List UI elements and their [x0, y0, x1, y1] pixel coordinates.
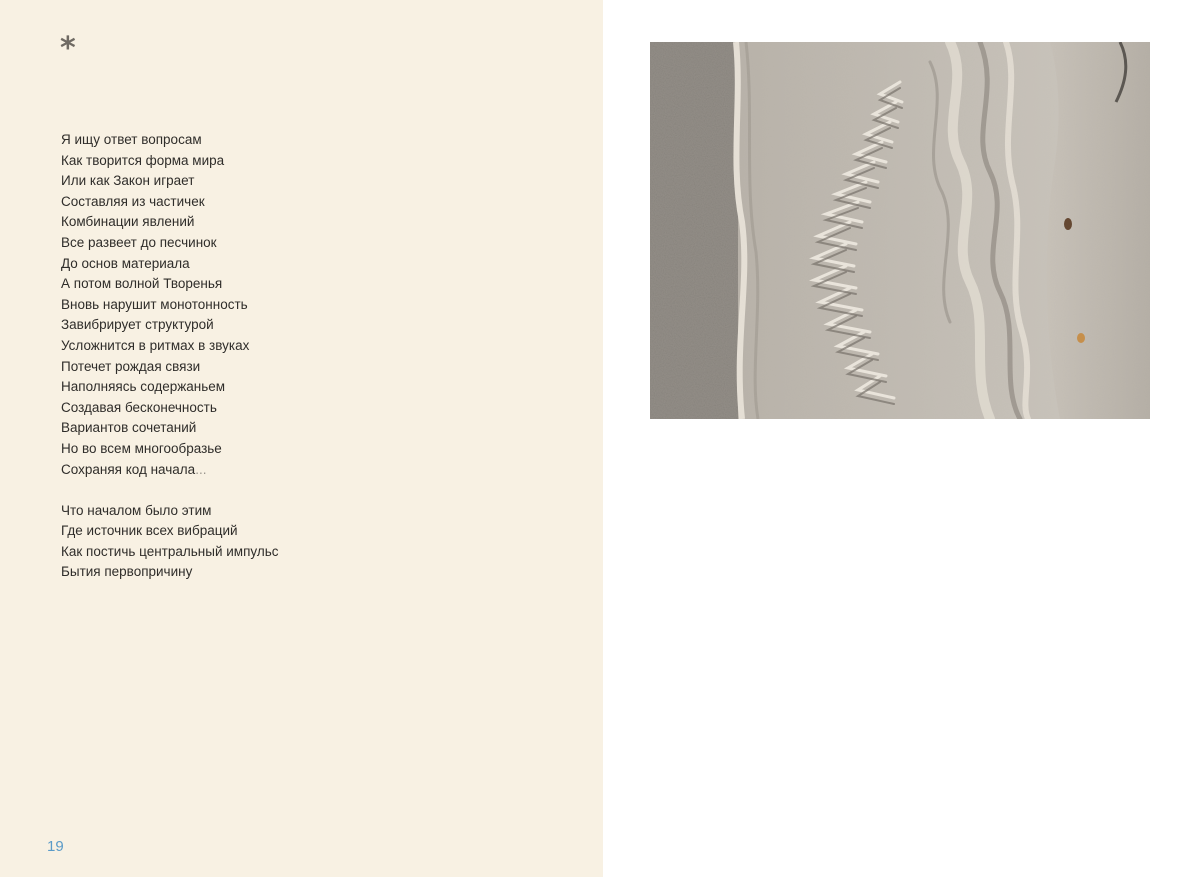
poem-line: Как постичь центральный импульс: [61, 543, 279, 559]
poem-line: Усложнится в ритмах в звуках: [61, 337, 250, 353]
poem-line: Комбинации явлений: [61, 214, 195, 230]
right-page: [603, 0, 1200, 877]
stanza-2: [61, 501, 279, 583]
sand-ripples-image: [650, 42, 1150, 419]
poem-line: Создавая бесконечность: [61, 399, 217, 415]
poem-line: До основ материала: [61, 255, 190, 271]
poem-line: Вариантов сочетаний: [61, 420, 197, 436]
poem-line: Наполняясь содержаньем: [61, 379, 226, 395]
poem-line: А потом волной Творенья: [61, 276, 223, 292]
poem-line-last: [61, 460, 279, 481]
poem-line: Потечет рождая связи: [61, 358, 201, 374]
poem-line: Составляя из частичек: [61, 193, 205, 209]
poem-line: Что началом было этим: [61, 502, 212, 518]
poem-line: Вновь нарушит монотонность: [61, 296, 248, 312]
page-number: 19: [47, 838, 64, 855]
poem-line: Где источник всех вибраций: [61, 523, 238, 539]
poem-line: Но во всем многообразье: [61, 440, 222, 456]
poem: [61, 130, 279, 604]
poem-line: Я ищу ответ вопросам: [61, 132, 202, 147]
sand-ripples-photo: [650, 42, 1150, 419]
poem-ellipsis: ...: [195, 461, 207, 477]
poem-line: Бытия первопричину: [61, 564, 193, 580]
poem-line-text: Сохраняя код начала: [61, 461, 196, 477]
poem-marker: *: [60, 31, 76, 66]
poem-line: Все развеет до песчинок: [61, 234, 217, 250]
poem-line: Завибрирует структурой: [61, 317, 214, 333]
poem-line: Или как Закон играет: [61, 173, 195, 189]
poem-line: Как творится форма мира: [61, 152, 225, 168]
stanza-1: [61, 130, 279, 480]
